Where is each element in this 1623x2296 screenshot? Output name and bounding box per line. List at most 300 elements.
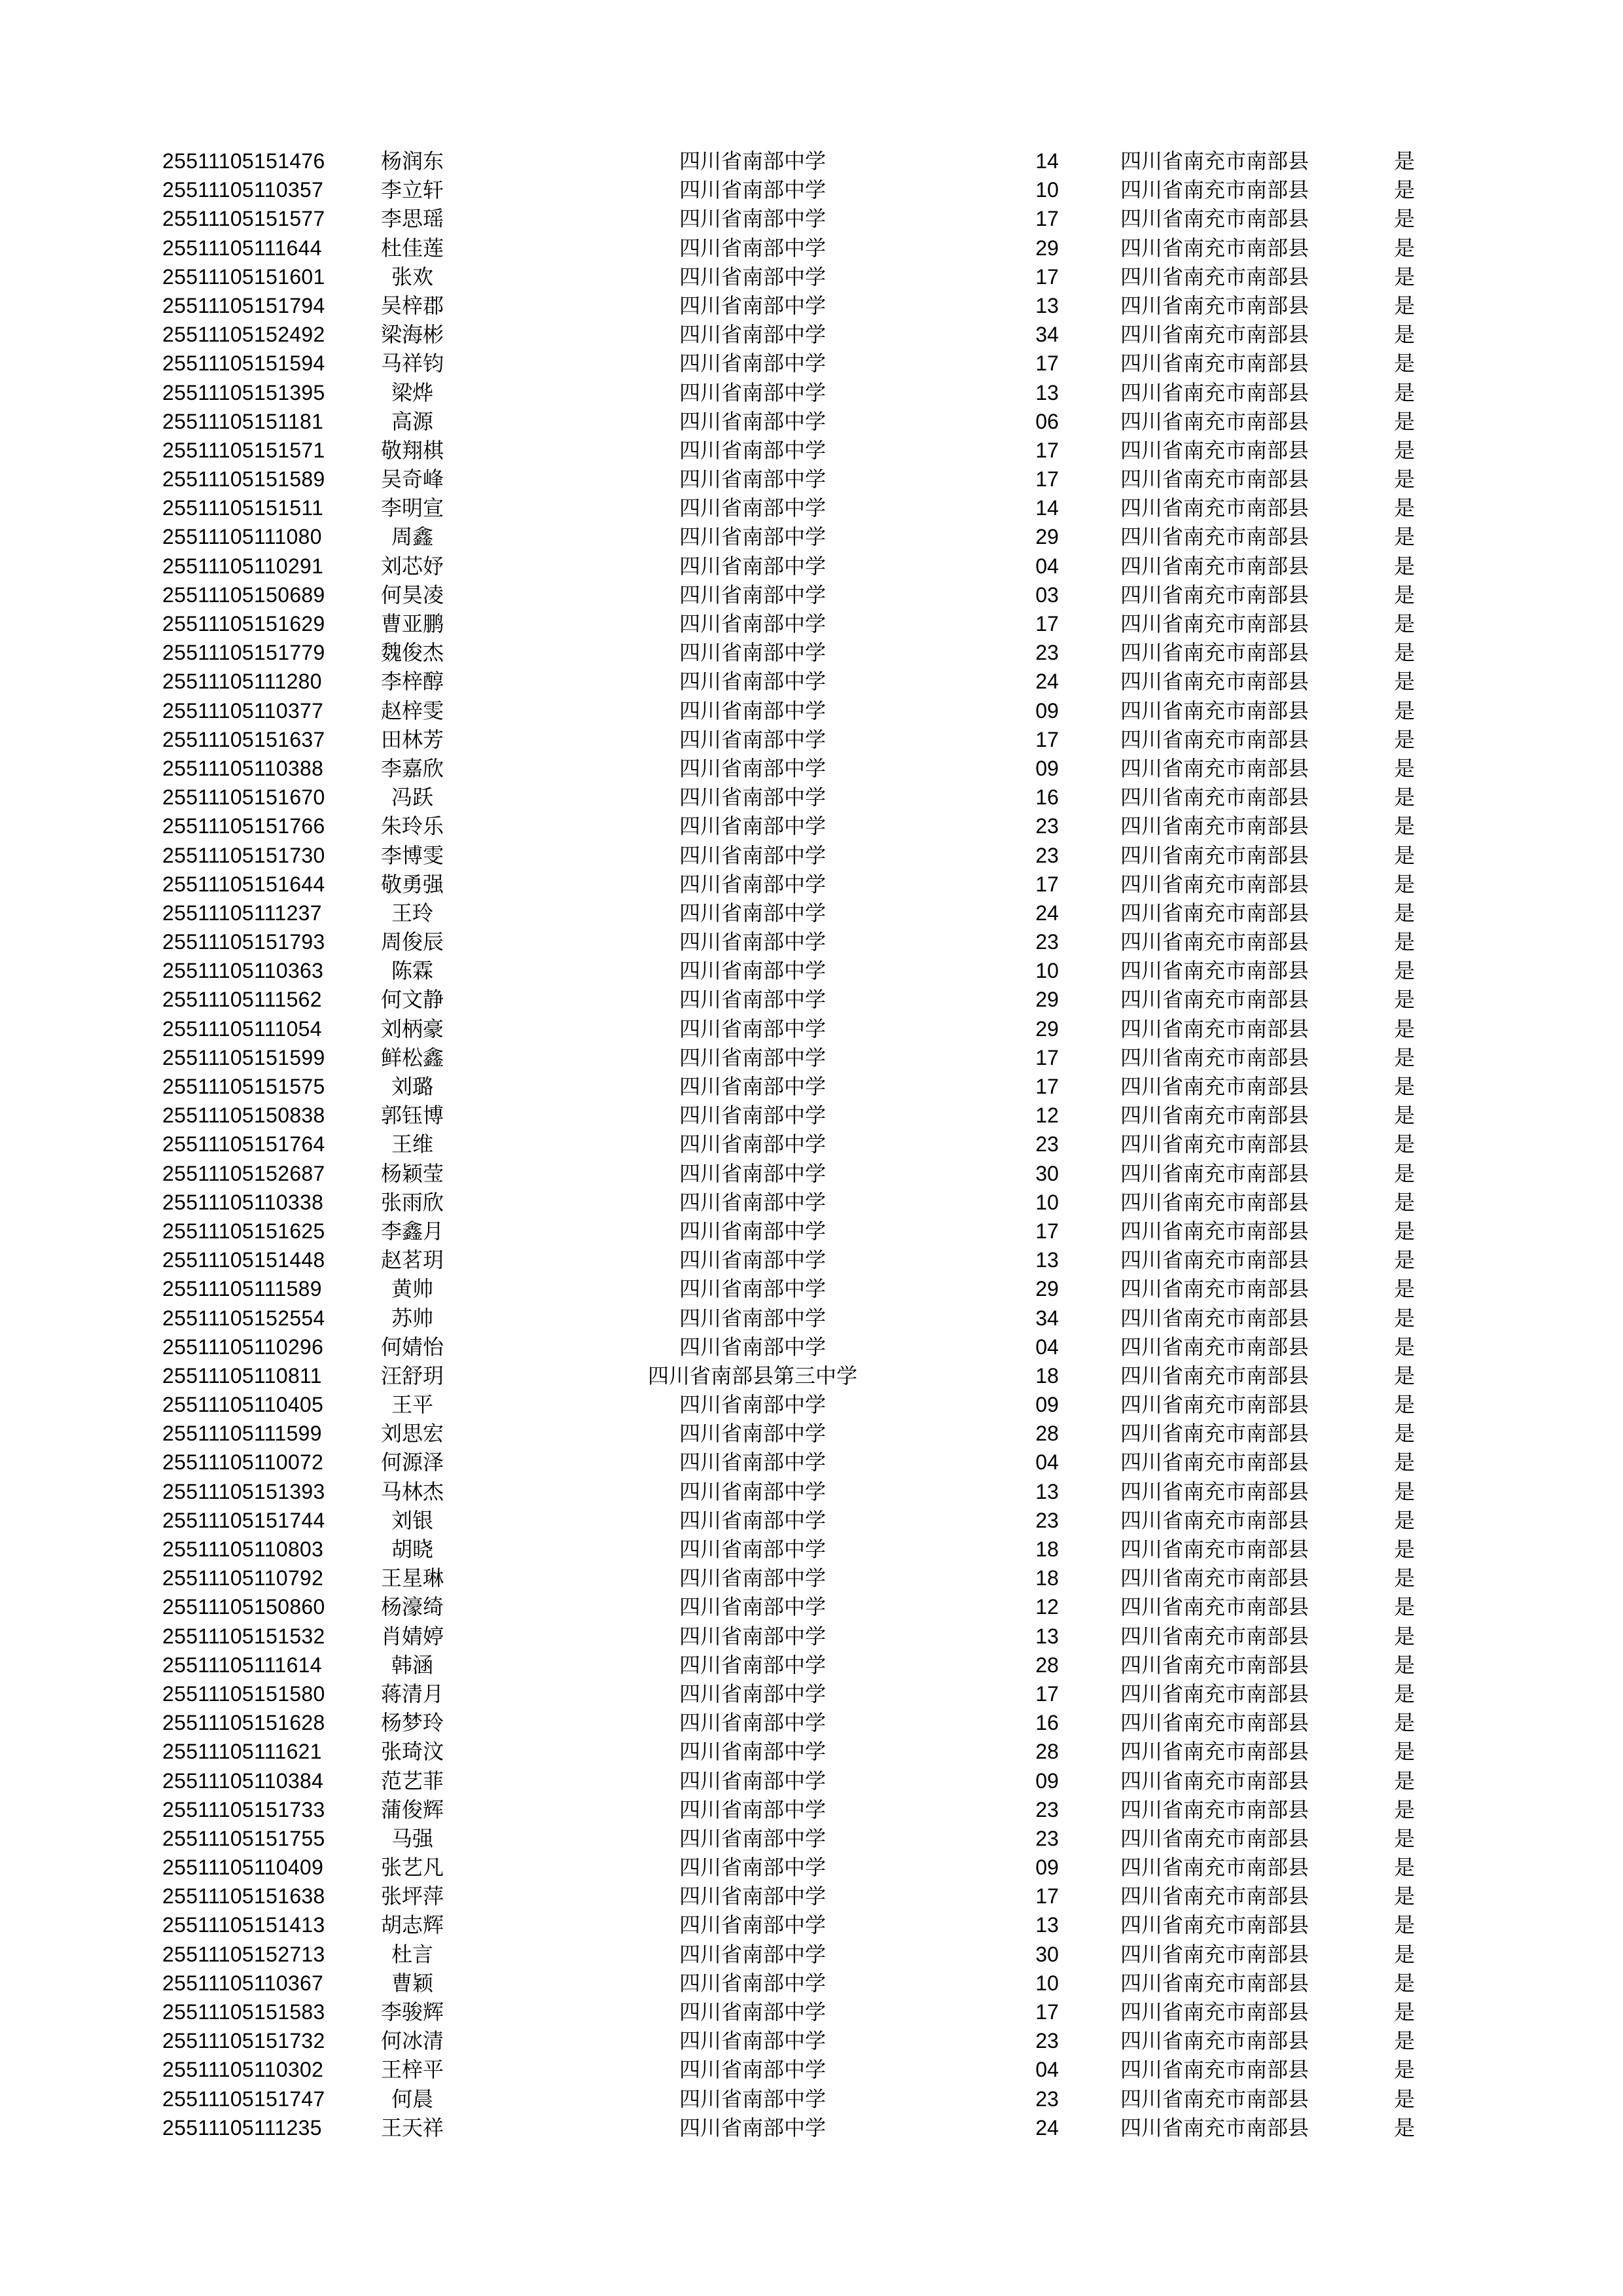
exam-id: 25511105151395 xyxy=(162,380,325,404)
student-name: 张欢 xyxy=(391,264,433,289)
table-row xyxy=(0,1824,1623,1853)
region: 四川省南充市南部县 xyxy=(1120,1941,1310,1967)
region: 四川省南充市南部县 xyxy=(1120,755,1310,781)
school-name: 四川省南部中学 xyxy=(679,1189,826,1215)
student-name: 杨梦玲 xyxy=(380,1710,444,1736)
region: 四川省南充市南部县 xyxy=(1120,2028,1310,2054)
table-row xyxy=(0,812,1623,840)
class-number: 18 xyxy=(1035,1537,1059,1561)
status-flag: 是 xyxy=(1394,1566,1416,1591)
region: 四川省南充市南部县 xyxy=(1120,1537,1310,1562)
status-flag: 是 xyxy=(1394,1421,1416,1446)
region: 四川省南充市南部县 xyxy=(1120,524,1310,550)
region: 四川省南充市南部县 xyxy=(1120,1334,1310,1359)
region: 四川省南充市南部县 xyxy=(1120,929,1310,955)
class-number: 28 xyxy=(1035,1422,1059,1446)
class-number: 17 xyxy=(1035,467,1059,492)
exam-id: 25511105111562 xyxy=(162,988,322,1012)
status-flag: 是 xyxy=(1394,1507,1416,1533)
class-number: 18 xyxy=(1035,1363,1059,1388)
exam-id: 25511105151747 xyxy=(162,2087,325,2111)
region: 四川省南充市南部县 xyxy=(1120,264,1310,289)
table-row xyxy=(0,2085,1623,2113)
class-number: 23 xyxy=(1035,641,1059,665)
student-name: 曹颖 xyxy=(391,1970,433,1996)
table-row xyxy=(0,1333,1623,1361)
exam-id: 25511105111080 xyxy=(162,525,322,549)
school-name: 四川省南部中学 xyxy=(679,1479,826,1504)
region: 四川省南充市南部县 xyxy=(1120,842,1310,868)
class-number: 09 xyxy=(1035,1393,1059,1417)
exam-id: 25511105151637 xyxy=(162,727,325,751)
school-name: 四川省南部中学 xyxy=(679,2115,826,2140)
exam-id: 25511105151744 xyxy=(162,1508,325,1532)
school-name: 四川省南部县第三中学 xyxy=(647,1363,857,1388)
region: 四川省南充市南部县 xyxy=(1120,900,1310,925)
class-number: 10 xyxy=(1035,178,1059,202)
student-name: 杜言 xyxy=(391,1941,433,1967)
student-name: 胡晓 xyxy=(391,1537,433,1562)
exam-id: 25511105110409 xyxy=(162,1856,324,1880)
student-name: 刘思宏 xyxy=(380,1421,444,1446)
class-number: 23 xyxy=(1035,1797,1059,1821)
class-number: 09 xyxy=(1035,756,1059,780)
table-row xyxy=(0,783,1623,812)
class-number: 30 xyxy=(1035,1161,1059,1185)
school-name: 四川省南部中学 xyxy=(679,2028,826,2054)
class-number: 17 xyxy=(1035,207,1059,231)
student-name: 李明宣 xyxy=(380,495,444,521)
school-name: 四川省南部中学 xyxy=(679,1566,826,1591)
student-name: 何源泽 xyxy=(380,1450,444,1475)
student-name: 杜佳莲 xyxy=(380,235,444,260)
status-flag: 是 xyxy=(1394,669,1416,694)
student-name: 梁海彬 xyxy=(380,322,444,348)
class-number: 13 xyxy=(1035,1479,1059,1503)
status-flag: 是 xyxy=(1394,467,1416,492)
region: 四川省南充市南部县 xyxy=(1120,437,1310,463)
status-flag: 是 xyxy=(1394,553,1416,579)
school-name: 四川省南部中学 xyxy=(679,467,826,492)
table-row xyxy=(0,667,1623,696)
status-flag: 是 xyxy=(1394,1334,1416,1359)
table-row xyxy=(0,1130,1623,1158)
region: 四川省南充市南部县 xyxy=(1120,1160,1310,1186)
school-name: 四川省南部中学 xyxy=(679,1970,826,1996)
school-name: 四川省南部中学 xyxy=(679,1941,826,1967)
student-name: 鲜松鑫 xyxy=(380,1045,444,1070)
school-name: 四川省南部中学 xyxy=(679,1450,826,1475)
table-row xyxy=(0,175,1623,204)
exam-id: 25511105110405 xyxy=(162,1393,324,1417)
exam-id: 25511105151575 xyxy=(162,1075,325,1098)
region: 四川省南充市南部县 xyxy=(1120,1825,1310,1851)
school-name: 四川省南部中学 xyxy=(679,1768,826,1793)
exam-id: 25511105110388 xyxy=(162,756,324,780)
class-number: 10 xyxy=(1035,1190,1059,1214)
region: 四川省南充市南部县 xyxy=(1120,1045,1310,1070)
region: 四川省南充市南部县 xyxy=(1120,2057,1310,2083)
table-row xyxy=(0,1592,1623,1621)
exam-id: 25511105150689 xyxy=(162,583,325,607)
student-name: 王梓平 xyxy=(380,2057,444,2083)
exam-id: 25511105111054 xyxy=(162,1016,322,1041)
table-row xyxy=(0,1795,1623,1824)
table-row xyxy=(0,1506,1623,1535)
school-name: 四川省南部中学 xyxy=(679,437,826,463)
region: 四川省南充市南部县 xyxy=(1120,1103,1310,1128)
exam-id: 25511105110296 xyxy=(162,1335,324,1359)
region: 四川省南充市南部县 xyxy=(1120,1970,1310,1996)
region: 四川省南充市南部县 xyxy=(1120,640,1310,666)
student-name: 赵茗玥 xyxy=(380,1247,444,1273)
region: 四川省南充市南部县 xyxy=(1120,1363,1310,1388)
school-name: 四川省南部中学 xyxy=(679,1739,826,1765)
school-name: 四川省南部中学 xyxy=(679,1103,826,1128)
table-row xyxy=(0,1246,1623,1274)
student-name: 马林杰 xyxy=(380,1479,444,1504)
student-name: 刘璐 xyxy=(391,1074,433,1099)
region: 四川省南充市南部县 xyxy=(1120,351,1310,376)
class-number: 29 xyxy=(1035,1277,1059,1301)
class-number: 17 xyxy=(1035,1045,1059,1069)
class-number: 34 xyxy=(1035,1306,1059,1330)
school-name: 四川省南部中学 xyxy=(679,2057,826,2083)
class-number: 06 xyxy=(1035,409,1059,433)
school-name: 四川省南部中学 xyxy=(679,1825,826,1851)
student-name: 李骏辉 xyxy=(380,2000,444,2024)
exam-id: 25511105151571 xyxy=(162,438,325,462)
status-flag: 是 xyxy=(1394,2028,1416,2054)
class-number: 29 xyxy=(1035,525,1059,549)
student-name: 曹亚鹏 xyxy=(380,611,444,636)
school-name: 四川省南部中学 xyxy=(679,408,826,434)
table-row xyxy=(0,638,1623,667)
table-row xyxy=(0,1304,1623,1333)
school-name: 四川省南部中学 xyxy=(679,1537,826,1562)
student-name: 李嘉欣 xyxy=(380,755,444,781)
status-flag: 是 xyxy=(1394,1392,1416,1418)
school-name: 四川省南部中学 xyxy=(679,1074,826,1099)
school-name: 四川省南部中学 xyxy=(679,929,826,955)
exam-id: 25511105152554 xyxy=(162,1306,325,1330)
exam-id: 25511105151532 xyxy=(162,1624,325,1648)
school-name: 四川省南部中学 xyxy=(679,582,826,607)
exam-id: 25511105111589 xyxy=(162,1277,322,1301)
class-number: 09 xyxy=(1035,1768,1059,1793)
class-number: 04 xyxy=(1035,2058,1059,2082)
table-row xyxy=(0,899,1623,927)
region: 四川省南充市南部县 xyxy=(1120,871,1310,897)
status-flag: 是 xyxy=(1394,1652,1416,1677)
table-row xyxy=(0,870,1623,899)
exam-id: 25511105150860 xyxy=(162,1595,325,1619)
student-name: 何昊凌 xyxy=(380,582,444,607)
status-flag: 是 xyxy=(1394,1103,1416,1128)
student-name: 吴奇峰 xyxy=(380,467,444,492)
school-name: 四川省南部中学 xyxy=(679,1623,826,1649)
status-flag: 是 xyxy=(1394,1739,1416,1765)
table-row xyxy=(0,1940,1623,1969)
table-row xyxy=(0,1419,1623,1448)
table-row xyxy=(0,234,1623,262)
table-row xyxy=(0,956,1623,985)
class-number: 10 xyxy=(1035,959,1059,983)
status-flag: 是 xyxy=(1394,2115,1416,2140)
student-name: 张雨欣 xyxy=(380,1189,444,1215)
school-name: 四川省南部中学 xyxy=(679,264,826,289)
student-name: 王平 xyxy=(391,1392,433,1418)
class-number: 17 xyxy=(1035,264,1059,289)
region: 四川省南充市南部县 xyxy=(1120,958,1310,984)
class-number: 13 xyxy=(1035,293,1059,317)
class-number: 03 xyxy=(1035,583,1059,607)
region: 四川省南充市南部县 xyxy=(1120,1797,1310,1822)
status-flag: 是 xyxy=(1394,1623,1416,1649)
status-flag: 是 xyxy=(1394,1681,1416,1706)
school-name: 四川省南部中学 xyxy=(679,1218,826,1244)
status-flag: 是 xyxy=(1394,235,1416,260)
table-row xyxy=(0,1910,1623,1939)
exam-id: 25511105111237 xyxy=(162,901,322,925)
status-flag: 是 xyxy=(1394,524,1416,550)
region: 四川省南充市南部县 xyxy=(1120,987,1310,1013)
table-row xyxy=(0,407,1623,436)
school-name: 四川省南部中学 xyxy=(679,380,826,405)
exam-id: 25511105111621 xyxy=(162,1740,322,1764)
class-number: 13 xyxy=(1035,1248,1059,1272)
region: 四川省南充市南部县 xyxy=(1120,785,1310,810)
table-row xyxy=(0,609,1623,638)
region: 四川省南充市南部县 xyxy=(1120,2086,1310,2111)
table-row xyxy=(0,1998,1623,2026)
table-row xyxy=(0,1564,1623,1592)
status-flag: 是 xyxy=(1394,1855,1416,1880)
student-name: 范艺菲 xyxy=(380,1768,444,1793)
status-flag: 是 xyxy=(1394,755,1416,781)
status-flag: 是 xyxy=(1394,871,1416,897)
student-name: 汪舒玥 xyxy=(380,1363,444,1388)
class-number: 34 xyxy=(1035,323,1059,347)
region: 四川省南充市南部县 xyxy=(1120,322,1310,348)
region: 四川省南充市南部县 xyxy=(1120,1623,1310,1649)
class-number: 17 xyxy=(1035,438,1059,462)
status-flag: 是 xyxy=(1394,495,1416,521)
student-name: 肖婧婷 xyxy=(380,1623,444,1649)
region: 四川省南充市南部县 xyxy=(1120,177,1310,203)
class-number: 13 xyxy=(1035,380,1059,404)
class-number: 13 xyxy=(1035,1913,1059,1937)
exam-id: 25511105151644 xyxy=(162,872,325,896)
student-name: 郭钰博 xyxy=(380,1103,444,1128)
school-name: 四川省南部中学 xyxy=(679,814,826,839)
table-row xyxy=(0,1014,1623,1043)
status-flag: 是 xyxy=(1394,408,1416,434)
status-flag: 是 xyxy=(1394,1479,1416,1504)
school-name: 四川省南部中学 xyxy=(679,149,826,173)
student-name: 刘柄豪 xyxy=(380,1016,444,1041)
school-name: 四川省南部中学 xyxy=(679,958,826,984)
school-name: 四川省南部中学 xyxy=(679,842,826,868)
exam-id: 25511105111599 xyxy=(162,1422,322,1446)
exam-id: 25511105151755 xyxy=(162,1826,325,1850)
student-name: 何晨 xyxy=(391,2086,433,2111)
exam-id: 25511105110357 xyxy=(162,178,324,202)
table-row xyxy=(0,1651,1623,1679)
table-row xyxy=(0,552,1623,581)
student-name: 杨濠绮 xyxy=(380,1594,444,1620)
school-name: 四川省南部中学 xyxy=(679,206,826,232)
student-name: 朱玲乐 xyxy=(380,814,444,839)
table-row xyxy=(0,1188,1623,1217)
school-name: 四川省南部中学 xyxy=(679,235,826,260)
table-row xyxy=(0,465,1623,493)
table-row xyxy=(0,1767,1623,1795)
student-name: 李鑫月 xyxy=(380,1218,444,1244)
class-number: 30 xyxy=(1035,1942,1059,1966)
exam-id: 25511105151589 xyxy=(162,467,325,492)
table-row xyxy=(0,841,1623,870)
region: 四川省南充市南部县 xyxy=(1120,206,1310,232)
status-flag: 是 xyxy=(1394,958,1416,984)
exam-id: 25511105110363 xyxy=(162,959,324,983)
table-row xyxy=(0,1390,1623,1419)
exam-id: 25511105151779 xyxy=(162,641,325,665)
exam-id: 25511105111280 xyxy=(162,670,322,694)
region: 四川省南充市南部县 xyxy=(1120,1884,1310,1909)
region: 四川省南充市南部县 xyxy=(1120,1652,1310,1677)
region: 四川省南充市南部县 xyxy=(1120,293,1310,318)
student-name: 王星琳 xyxy=(380,1566,444,1591)
class-number: 17 xyxy=(1035,1075,1059,1098)
student-name: 李博雯 xyxy=(380,842,444,868)
student-name: 李梓醇 xyxy=(380,669,444,694)
status-flag: 是 xyxy=(1394,1797,1416,1822)
region: 四川省南充市南部县 xyxy=(1120,1450,1310,1475)
exam-id: 25511105151601 xyxy=(162,264,325,289)
student-name: 刘银 xyxy=(391,1507,433,1533)
status-flag: 是 xyxy=(1394,264,1416,289)
table-row xyxy=(0,1622,1623,1651)
class-number: 24 xyxy=(1035,901,1059,925)
school-name: 四川省南部中学 xyxy=(679,698,826,723)
exam-id: 25511105151599 xyxy=(162,1045,325,1069)
exam-id: 25511105151730 xyxy=(162,843,325,867)
school-name: 四川省南部中学 xyxy=(679,322,826,348)
table-row xyxy=(0,1882,1623,1910)
status-flag: 是 xyxy=(1394,726,1416,752)
exam-id: 25511105151580 xyxy=(162,1681,325,1706)
table-row xyxy=(0,1159,1623,1188)
exam-id: 25511105151629 xyxy=(162,612,325,636)
school-name: 四川省南部中学 xyxy=(679,669,826,694)
student-name: 赵梓雯 xyxy=(380,698,444,723)
table-row xyxy=(0,349,1623,378)
class-number: 10 xyxy=(1035,1971,1059,1995)
student-name: 张琦汶 xyxy=(380,1739,444,1765)
exam-id: 25511105111614 xyxy=(162,1653,322,1677)
school-name: 四川省南部中学 xyxy=(679,1507,826,1533)
status-flag: 是 xyxy=(1394,698,1416,723)
exam-id: 25511105151393 xyxy=(162,1479,325,1503)
table-row xyxy=(0,696,1623,725)
class-number: 12 xyxy=(1035,1103,1059,1128)
school-name: 四川省南部中学 xyxy=(679,1681,826,1706)
class-number: 16 xyxy=(1035,1711,1059,1735)
school-name: 四川省南部中学 xyxy=(679,1594,826,1620)
status-flag: 是 xyxy=(1394,842,1416,868)
student-name: 张坪萍 xyxy=(380,1884,444,1909)
table-row xyxy=(0,1679,1623,1708)
school-name: 四川省南部中学 xyxy=(679,871,826,897)
student-name: 何婧怡 xyxy=(380,1334,444,1359)
region: 四川省南充市南部县 xyxy=(1120,1855,1310,1880)
table-row xyxy=(0,581,1623,609)
school-name: 四川省南部中学 xyxy=(679,1421,826,1446)
status-flag: 是 xyxy=(1394,1941,1416,1967)
exam-id: 25511105151594 xyxy=(162,351,325,376)
status-flag: 是 xyxy=(1394,2057,1416,2083)
region: 四川省南充市南部县 xyxy=(1120,1421,1310,1446)
student-name: 李思瑶 xyxy=(380,206,444,232)
student-name: 蒋清月 xyxy=(380,1681,444,1706)
table-row xyxy=(0,1535,1623,1564)
student-name: 王天祥 xyxy=(380,2115,444,2140)
status-flag: 是 xyxy=(1394,149,1416,173)
exam-id: 25511105151625 xyxy=(162,1219,325,1243)
school-name: 四川省南部中学 xyxy=(679,1334,826,1359)
table-row xyxy=(0,204,1623,233)
class-number: 17 xyxy=(1035,727,1059,751)
status-flag: 是 xyxy=(1394,322,1416,348)
table-row xyxy=(0,493,1623,522)
region: 四川省南充市南部县 xyxy=(1120,1189,1310,1215)
student-name: 王玲 xyxy=(391,900,433,925)
class-number: 17 xyxy=(1035,1681,1059,1706)
class-number: 14 xyxy=(1035,496,1059,520)
status-flag: 是 xyxy=(1394,1074,1416,1099)
status-flag: 是 xyxy=(1394,1537,1416,1562)
exam-id: 25511105110384 xyxy=(162,1768,324,1793)
region: 四川省南充市南部县 xyxy=(1120,1739,1310,1765)
student-name: 梁烨 xyxy=(391,380,433,405)
class-number: 29 xyxy=(1035,1016,1059,1041)
school-name: 四川省南部中学 xyxy=(679,1912,826,1938)
school-name: 四川省南部中学 xyxy=(679,1855,826,1880)
exam-id: 25511105110072 xyxy=(162,1450,324,1475)
exam-id: 25511105110811 xyxy=(162,1363,322,1388)
table-row xyxy=(0,522,1623,551)
exam-id: 25511105111644 xyxy=(162,236,322,260)
status-flag: 是 xyxy=(1394,1363,1416,1388)
school-name: 四川省南部中学 xyxy=(679,2000,826,2024)
status-flag: 是 xyxy=(1394,611,1416,636)
school-name: 四川省南部中学 xyxy=(679,1160,826,1186)
school-name: 四川省南部中学 xyxy=(679,785,826,810)
class-number: 04 xyxy=(1035,1335,1059,1359)
status-flag: 是 xyxy=(1394,1247,1416,1273)
exam-id: 25511105151794 xyxy=(162,293,325,317)
region: 四川省南充市南部县 xyxy=(1120,149,1310,173)
region: 四川省南充市南部县 xyxy=(1120,235,1310,260)
school-name: 四川省南部中学 xyxy=(679,900,826,925)
student-name: 苏帅 xyxy=(391,1305,433,1331)
status-flag: 是 xyxy=(1394,785,1416,810)
exam-id: 25511105152713 xyxy=(162,1942,325,1966)
class-number: 18 xyxy=(1035,1566,1059,1590)
status-flag: 是 xyxy=(1394,814,1416,839)
class-number: 23 xyxy=(1035,2087,1059,2111)
